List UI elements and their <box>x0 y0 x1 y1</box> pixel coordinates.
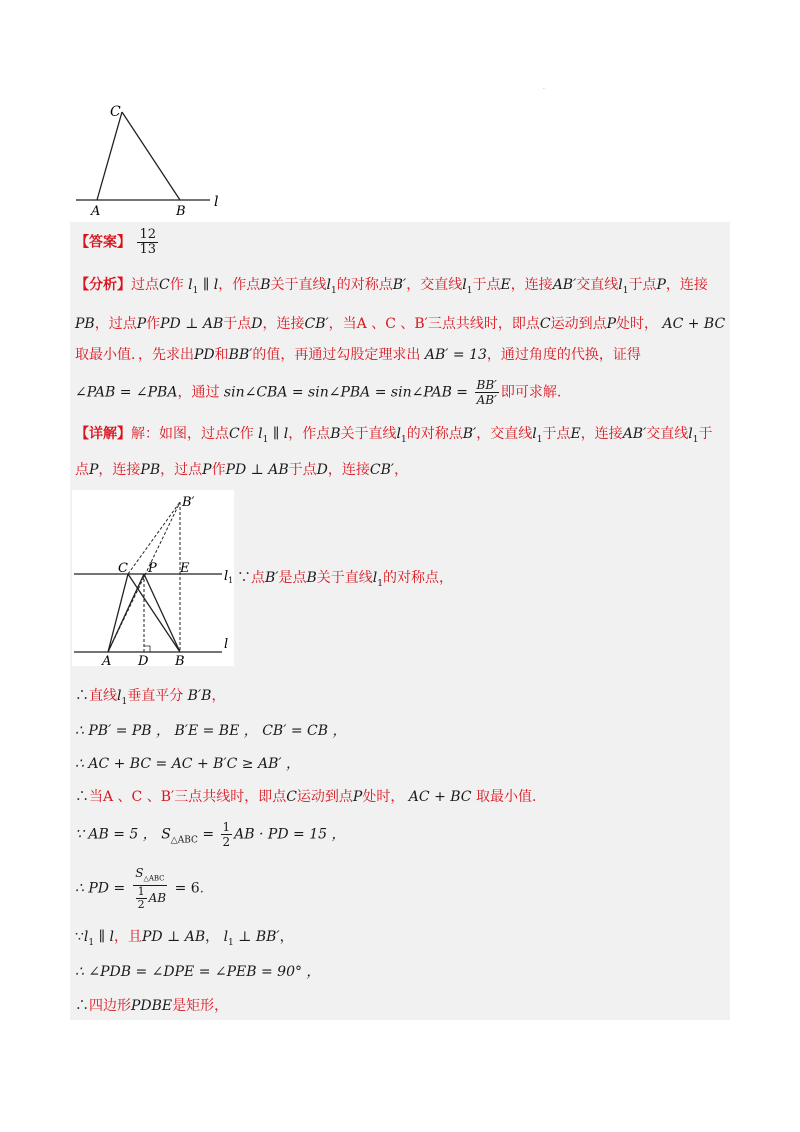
text: 点 <box>75 462 89 478</box>
step-4 <box>75 754 300 774</box>
stray-dot: · <box>543 86 545 93</box>
text: 当A 、C 、B′三点共线时，即点 <box>89 789 287 805</box>
text: 是矩形， <box>172 998 229 1014</box>
segment-cb <box>128 574 180 652</box>
text: ，通过 <box>177 384 220 401</box>
math: ∥ <box>202 277 210 293</box>
detail-line-2 <box>75 460 408 480</box>
therefore-symbol: ∴ <box>75 688 89 704</box>
label-a: A <box>102 654 112 666</box>
pd-fraction <box>132 866 168 911</box>
text: 运动到点 <box>550 316 607 332</box>
label-c: C <box>110 104 121 120</box>
text: 作 <box>146 316 161 332</box>
denominator: 2 <box>137 898 145 912</box>
math: AC + BC <box>662 316 726 332</box>
therefore-symbol: ∴ <box>75 789 89 805</box>
math: D <box>316 462 328 478</box>
answer-numerator: 12 <box>139 227 156 242</box>
text: 的值，再通过勾股定理求出 <box>252 347 421 363</box>
math: C <box>286 789 297 805</box>
text: ，连接 <box>327 462 370 478</box>
text: ，连接 <box>262 316 305 332</box>
therefore-symbol: ∴ <box>75 998 89 1014</box>
math: ∥ <box>272 426 280 442</box>
text: 于点 <box>628 277 657 293</box>
step-3 <box>75 721 346 741</box>
text: 于 <box>698 426 713 442</box>
text: ，连接 <box>665 277 708 293</box>
pd-numerator <box>133 866 166 886</box>
text: 作 <box>211 462 226 478</box>
math: AB′ <box>552 277 577 293</box>
detail-line-1: 【详解】解：如图，过点C作 $l_1$ ∥ l，作点B关于直线$l_1$的对称点B′，交直线$l_1$于点E，连接AB′交直线$l_1$于 <box>75 426 713 445</box>
half-fraction <box>221 820 233 849</box>
construction-figure <box>72 490 234 666</box>
inner-half <box>136 886 147 911</box>
math: B <box>306 570 317 586</box>
math: ∵ AB = 5 ， <box>75 826 157 843</box>
analysis-line-4 <box>75 378 561 407</box>
math: ∴ AC + BC = AC + B′C ≥ AB′ ， <box>75 756 300 772</box>
math: P <box>352 789 363 805</box>
math: CB′ <box>369 462 395 478</box>
label-b: B <box>175 654 185 666</box>
math: ⊥ BB′ <box>238 929 280 945</box>
text: 取最小值．，先求出 <box>75 347 194 363</box>
because-symbol: ∵ <box>237 570 251 586</box>
text: 解：如图，过点 <box>131 426 229 442</box>
text: 于点 <box>288 462 317 478</box>
math: AB′ = 13 <box>424 347 487 363</box>
answer-line <box>75 228 160 257</box>
segment-ac <box>108 574 128 652</box>
subscript: △ABC <box>170 835 198 846</box>
math: AB′ <box>622 426 647 442</box>
numerator: 1 <box>222 820 231 834</box>
text: 的对称点 <box>406 426 463 442</box>
text: ，连接 <box>510 277 553 293</box>
math: B′B <box>187 688 212 704</box>
math: l <box>213 277 219 293</box>
text: 的对称点， <box>382 570 453 586</box>
math: P <box>606 316 617 332</box>
math: C <box>159 277 170 293</box>
math: ∥ l <box>98 929 114 945</box>
math: PB <box>75 316 95 332</box>
math: P <box>202 462 212 478</box>
text: ，当A 、C 、B′三点共线时，即点 <box>328 316 540 332</box>
math: B <box>260 277 271 293</box>
because-symbol: ∵ <box>75 929 84 945</box>
segment-pb <box>144 574 180 652</box>
label-bp: B′ <box>182 495 195 510</box>
bb-ab-fraction <box>475 378 499 407</box>
text: 的对称点 <box>336 277 393 293</box>
label-a: A <box>91 204 101 219</box>
text: 关于直线 <box>270 277 327 293</box>
math: D <box>251 316 263 332</box>
text: 过点 <box>131 277 159 293</box>
text: 运动到点 <box>296 789 353 805</box>
text: 作 <box>239 426 254 442</box>
text: 四边形 <box>89 998 131 1014</box>
text: 垂直平分 <box>127 688 184 704</box>
analysis-line-1: 【分析】过点C作 $l_1$ ∥ l，作点B关于直线$l_1$的对称点B′，交直线$l_1$于点E，连接AB′交直线$l_1$于点P，连接 <box>75 277 708 296</box>
label-b: B <box>176 204 186 219</box>
analysis-tag: 【分析】 <box>75 277 131 293</box>
text: 是点 <box>278 570 307 586</box>
math: AB <box>148 891 167 906</box>
math: AB′ <box>476 393 497 407</box>
math: PB <box>140 462 161 478</box>
text: 于点 <box>472 277 501 293</box>
text: 和 <box>214 347 229 363</box>
text: 点 <box>251 570 265 586</box>
text: 交直线 <box>646 426 689 442</box>
math: CB′ <box>304 316 329 332</box>
text: ，作点 <box>288 426 331 442</box>
text: 关于直线 <box>340 426 397 442</box>
segment-ap <box>108 574 144 652</box>
detail-tag: 【详解】 <box>75 426 131 442</box>
step-6 <box>75 820 345 850</box>
math: C <box>539 316 551 332</box>
pd-denominator <box>132 886 168 911</box>
numerator: 1 <box>137 885 145 899</box>
analysis-line-3 <box>75 345 641 365</box>
math: E <box>500 277 511 293</box>
step-5 <box>75 787 536 807</box>
math: PD ⊥ AB <box>142 929 206 945</box>
right-angle-mark <box>144 646 150 652</box>
text: ， <box>279 929 294 945</box>
answer-fraction <box>137 228 158 257</box>
math: l <box>258 426 263 442</box>
text: ，且 <box>114 929 142 945</box>
answer-tag: 【答案】 <box>75 234 131 251</box>
math: S <box>161 826 171 843</box>
text: 于点 <box>223 316 252 332</box>
math: P <box>89 462 99 478</box>
math: P <box>656 277 666 293</box>
label-l1: $l_1$ <box>224 569 234 585</box>
label-l: l <box>214 194 219 210</box>
math: AB · PD = 15 ， <box>234 826 346 843</box>
text: 处时， <box>616 316 659 332</box>
text: ，作点 <box>218 277 261 293</box>
step-9 <box>75 962 320 982</box>
text: 关于直线 <box>316 570 373 586</box>
math: ∠PAB = ∠PBA <box>75 384 178 401</box>
math: BB′ <box>228 347 253 363</box>
math: PD <box>194 347 215 363</box>
analysis-line-2 <box>75 314 725 334</box>
text: 即可求解. <box>500 384 562 401</box>
segment-ca <box>97 112 122 200</box>
math: B <box>330 426 341 442</box>
math: AC + BC <box>408 789 472 805</box>
subscript: △ABC <box>143 874 165 883</box>
math: ∴ ∠PDB = ∠DPE = ∠PEB = 90° ， <box>75 964 321 980</box>
math: = 6 <box>170 880 200 897</box>
label-d: D <box>138 654 149 666</box>
math: sin∠CBA = sin∠PBA = sin∠PAB = <box>223 384 469 401</box>
text: ，通过角度的代换，证得 <box>486 347 641 363</box>
text: 直线 <box>89 688 117 704</box>
text: ，连接 <box>580 426 623 442</box>
label-p: P <box>148 561 157 576</box>
math: E <box>570 426 581 442</box>
text: 交直线 <box>576 277 619 293</box>
triangle-figure <box>72 100 232 220</box>
math: l <box>283 426 289 442</box>
math: l <box>83 929 89 945</box>
math: PD ⊥ AB <box>225 462 289 478</box>
math: C <box>229 426 240 442</box>
math: P <box>136 316 147 332</box>
text: ， <box>394 462 409 478</box>
math: = <box>197 826 215 843</box>
step-1: ∵点B′是点B关于直线$l_1$的对称点， <box>237 570 453 589</box>
text: 作 <box>169 277 184 293</box>
math: B′ <box>265 570 279 586</box>
step-2: ∴直线$l_1$垂直平分 B′B， <box>75 688 226 707</box>
text: ，过点 <box>94 316 137 332</box>
label-e: E <box>180 561 190 576</box>
segment-cb <box>122 112 180 200</box>
text: ，过点 <box>160 462 203 478</box>
math: BB′ <box>476 378 497 392</box>
answer-denominator: 13 <box>139 242 156 257</box>
text: 取最小值. <box>475 789 537 805</box>
construction-svg <box>72 490 234 666</box>
math: B′ <box>392 277 407 293</box>
text: ，交直线 <box>406 277 463 293</box>
text: ，交直线 <box>476 426 533 442</box>
text: 处时， <box>362 789 405 805</box>
text: 于点 <box>542 426 571 442</box>
label-l: l <box>224 637 229 652</box>
math: l <box>188 277 193 293</box>
math: PDBE <box>131 998 173 1014</box>
denominator: 2 <box>222 835 231 849</box>
step-10 <box>75 996 228 1016</box>
math: B′ <box>462 426 477 442</box>
text: ， <box>211 688 226 704</box>
label-c: C <box>118 561 128 576</box>
text: ， <box>205 929 220 945</box>
text: ． <box>199 880 214 897</box>
step-7 <box>75 866 214 911</box>
text: ，连接 <box>98 462 141 478</box>
math: ∴ PB′ = PB ， B′E = BE ， CB′ = CB ， <box>75 723 347 739</box>
math: PD ⊥ AB <box>160 316 224 332</box>
step-8: $\because l_1$ ∥ l，且PD ⊥ AB， $l_1$ ⊥ BB′， <box>75 929 294 948</box>
math: S <box>135 866 144 880</box>
math: ∴ PD = <box>75 880 126 897</box>
